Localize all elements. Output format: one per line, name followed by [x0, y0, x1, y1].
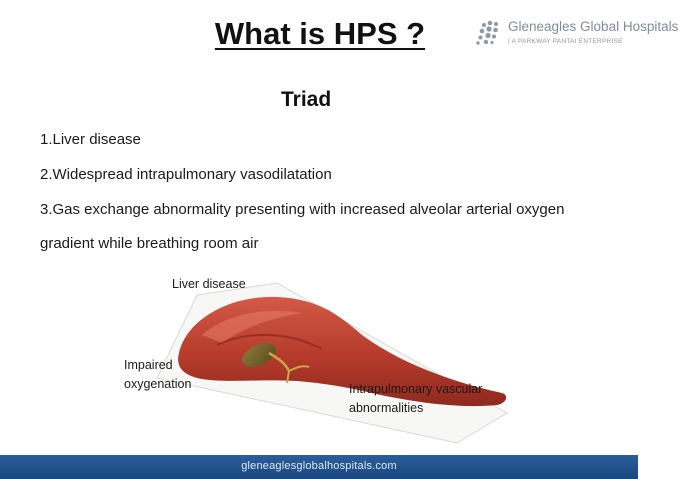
- hospital-tagline: | A PARKWAY PANTAI ENTERPRISE: [508, 38, 623, 45]
- point-gas-exchange-continued: gradient while breathing room air: [40, 235, 259, 252]
- point-vasodilatation: 2.Widespread intrapulmonary vasodilatation: [40, 166, 332, 183]
- label-impaired-oxygenation: Impaired oxygenation: [124, 358, 192, 391]
- hospital-logo-icon: [470, 18, 504, 48]
- point-gas-exchange: 3.Gas exchange abnormality presenting with increased alveolar arterial oxygen: [40, 201, 565, 218]
- label-vascular-abnormalities: Intrapulmonary vascular abnormalities: [349, 382, 483, 415]
- hospital-name: Gleneagles Global Hospitals: [508, 19, 678, 34]
- label-liver-disease: Liver disease: [172, 277, 246, 291]
- hospital-logo: [470, 18, 678, 52]
- footer-bar: [0, 455, 638, 479]
- footer-url: gleneaglesglobalhospitals.com: [241, 460, 397, 472]
- slide-subtitle: Triad: [281, 88, 332, 111]
- slide-title: What is HPS ?: [214, 16, 426, 51]
- point-liver-disease: 1.Liver disease: [40, 131, 141, 148]
